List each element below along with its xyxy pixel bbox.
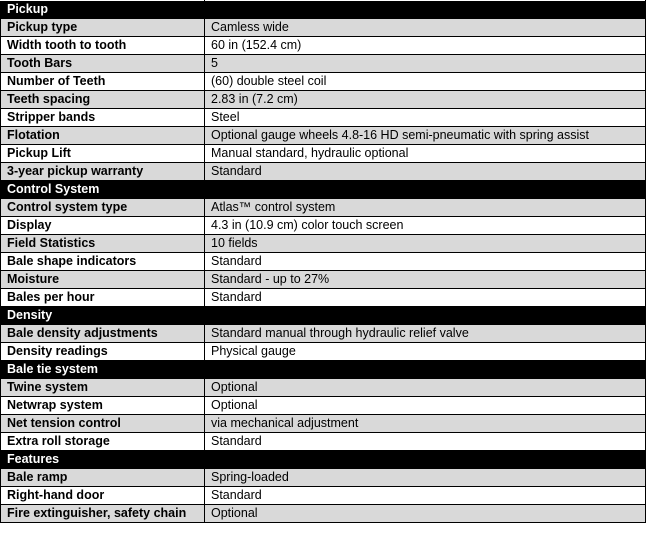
section-header-filler	[205, 451, 646, 469]
spec-value: Steel	[205, 109, 646, 127]
spec-value: Standard	[205, 289, 646, 307]
spec-row	[1, 289, 646, 307]
spec-label: Density readings	[1, 343, 205, 361]
spec-row	[1, 109, 646, 127]
section-header-pickup	[1, 1, 646, 19]
spec-row	[1, 253, 646, 271]
spec-label: Tooth Bars	[1, 55, 205, 73]
spec-row	[1, 505, 646, 523]
spec-row	[1, 37, 646, 55]
spec-value: Standard manual through hydraulic relief valve	[205, 325, 646, 343]
spec-value: 2.83 in (7.2 cm)	[205, 91, 646, 109]
spec-label: Control system type	[1, 199, 205, 217]
spec-row	[1, 379, 646, 397]
spec-value: Standard	[205, 433, 646, 451]
spec-label: Net tension control	[1, 415, 205, 433]
spec-value: Spring-loaded	[205, 469, 646, 487]
spec-value: 4.3 in (10.9 cm) color touch screen	[205, 217, 646, 235]
spec-row	[1, 271, 646, 289]
spec-label: Bale ramp	[1, 469, 205, 487]
spec-label: Pickup type	[1, 19, 205, 37]
section-header-density	[1, 307, 646, 325]
section-header-filler	[205, 1, 646, 19]
spec-value: via mechanical adjustment	[205, 415, 646, 433]
spec-label: 3-year pickup warranty	[1, 163, 205, 181]
spec-row	[1, 73, 646, 91]
spec-label: Display	[1, 217, 205, 235]
section-header-filler	[205, 181, 646, 199]
spec-value: 60 in (152.4 cm)	[205, 37, 646, 55]
spec-value: 10 fields	[205, 235, 646, 253]
spec-label: Fire extinguisher, safety chain	[1, 505, 205, 523]
section-title: Control System	[1, 181, 205, 199]
spec-value: Optional	[205, 505, 646, 523]
section-header-features	[1, 451, 646, 469]
spec-row	[1, 343, 646, 361]
spec-value: Optional	[205, 397, 646, 415]
section-title: Pickup	[1, 1, 205, 19]
spec-row	[1, 397, 646, 415]
spec-value: Optional	[205, 379, 646, 397]
spec-row	[1, 55, 646, 73]
spec-row	[1, 163, 646, 181]
spec-value: Manual standard, hydraulic optional	[205, 145, 646, 163]
spec-label: Twine system	[1, 379, 205, 397]
spec-table-body	[1, 1, 646, 523]
spec-value: Standard	[205, 253, 646, 271]
spec-value: 5	[205, 55, 646, 73]
spec-value: Standard	[205, 163, 646, 181]
section-title: Bale tie system	[1, 361, 205, 379]
section-title: Density	[1, 307, 205, 325]
spec-label: Netwrap system	[1, 397, 205, 415]
spec-label: Flotation	[1, 127, 205, 145]
spec-value: Standard - up to 27%	[205, 271, 646, 289]
spec-value: (60) double steel coil	[205, 73, 646, 91]
spec-row	[1, 199, 646, 217]
spec-value: Camless wide	[205, 19, 646, 37]
spec-label: Bale shape indicators	[1, 253, 205, 271]
spec-row	[1, 217, 646, 235]
spec-label: Number of Teeth	[1, 73, 205, 91]
spec-label: Field Statistics	[1, 235, 205, 253]
spec-value: Atlas™ control system	[205, 199, 646, 217]
spec-label: Pickup Lift	[1, 145, 205, 163]
spec-value: Standard	[205, 487, 646, 505]
section-header-filler	[205, 361, 646, 379]
spec-label: Width tooth to tooth	[1, 37, 205, 55]
section-title: Features	[1, 451, 205, 469]
spec-label: Bale density adjustments	[1, 325, 205, 343]
section-header-filler	[205, 307, 646, 325]
spec-value: Physical gauge	[205, 343, 646, 361]
spec-row	[1, 433, 646, 451]
spec-label: Moisture	[1, 271, 205, 289]
spec-label: Bales per hour	[1, 289, 205, 307]
section-header-bale-tie-system	[1, 361, 646, 379]
spec-row	[1, 19, 646, 37]
spec-row	[1, 91, 646, 109]
spec-row	[1, 469, 646, 487]
spec-value: Optional gauge wheels 4.8-16 HD semi-pneumatic with spring assist	[205, 127, 646, 145]
spec-label: Extra roll storage	[1, 433, 205, 451]
spec-label: Teeth spacing	[1, 91, 205, 109]
spec-row	[1, 145, 646, 163]
spec-row	[1, 325, 646, 343]
spec-row	[1, 235, 646, 253]
spec-label: Right-hand door	[1, 487, 205, 505]
spec-row	[1, 415, 646, 433]
section-header-control-system	[1, 181, 646, 199]
spec-row	[1, 127, 646, 145]
spec-row	[1, 487, 646, 505]
spec-label: Stripper bands	[1, 109, 205, 127]
